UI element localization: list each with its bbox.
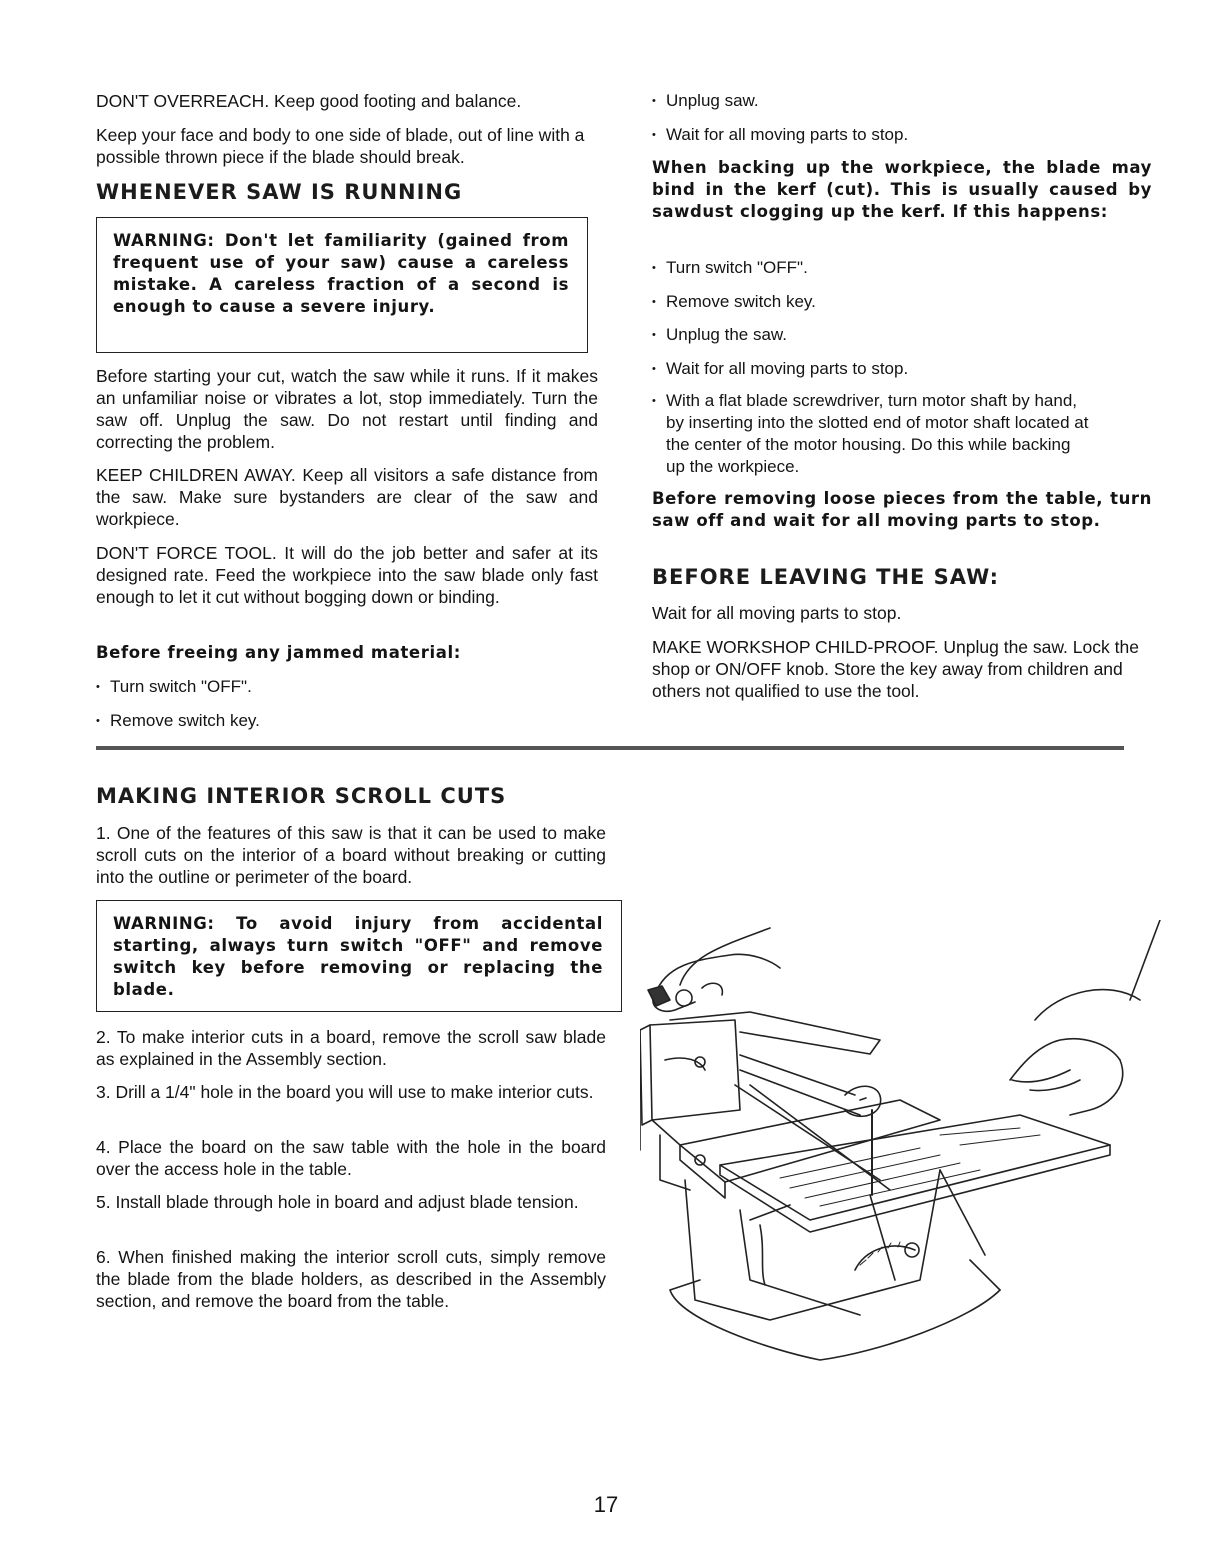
bold-backing-workpiece: When backing up the workpiece, the blade may bind in the kerf (cut). This is usually caused by sawdust clogging up the kerf. If this happens: [652,158,1152,221]
list-item: • Turn switch "OFF". [96,677,252,696]
list-item: • Remove switch key. [652,292,816,311]
heading-before-leaving-saw: BEFORE LEAVING THE SAW: [652,565,1000,589]
p-overreach: DON'T OVERREACH. Keep good footing and balance. [96,91,522,111]
warning-box-accidental-starting [96,900,622,1012]
list-item: • Wait for all moving parts to stop. [652,125,909,144]
bullet-icon: • [96,681,100,693]
scroll-saw-illustration [640,920,1170,1380]
bold-loose-pieces: Before removing loose pieces from the table, turn saw off and wait for all moving parts to stop. [652,489,1152,530]
heading-whenever-saw-running: WHENEVER SAW IS RUNNING [96,180,463,204]
bullet-icon: • [652,129,656,141]
list-item: • Wait for all moving parts to stop. [652,359,909,378]
step-3: 3. Drill a 1/4" hole in the board you will use to make interior cuts. [96,1082,594,1102]
list-item: • Remove switch key. [96,711,260,730]
step-4: 4. Place the board on the saw table with the hole in the board over the access hole in the table. [96,1137,606,1179]
bullet-icon: • [652,262,656,274]
list-item: • With a flat blade screwdriver, turn motor shaft by hand, by inserting into the slotted end of motor shaft located at the center of the motor housing. Do this while backing up the workpiece. [652,391,1089,476]
page-number: 17 [593,1492,619,1517]
p-workshop-child-proof: MAKE WORKSHOP CHILD-PROOF. Unplug the saw. Lock the shop or ON/OFF knob. Store the key away from children and others not qualified to use the tool. [652,637,1139,701]
bullet-icon: • [652,95,656,107]
step-6: 6. When finished making the interior scroll cuts, simply remove the blade from the blade holders, as described in the Assembly section, and remove the board from the table. [96,1247,606,1311]
bullet-icon: • [652,363,656,375]
section-divider [96,746,1124,750]
bullet-icon: • [652,296,656,308]
bullet-icon: • [652,395,656,407]
p-keep-children-away: KEEP CHILDREN AWAY. Keep all visitors a safe distance from the saw. Make sure bystanders are clear of the saw and workpiece. [96,465,598,529]
bullet-icon: • [96,715,100,727]
list-item: • Unplug saw. [652,91,759,110]
step-5: 5. Install blade through hole in board and adjust blade tension. [96,1192,579,1212]
bullet-icon: • [652,329,656,341]
warning-text-familiarity: WARNING: Don't let familiarity (gained from frequent use of your saw) cause a careless mistake. A careless fraction of a second is enough to cause a severe injury. [113,231,569,316]
warning-text-accidental-starting: WARNING: To avoid injury from accidental starting, always turn switch "OFF" and remove switch key before removing or replacing the blade. [113,914,603,999]
p-dont-force-tool: DON'T FORCE TOOL. It will do the job better and safer at its designed rate. Feed the workpiece into the saw blade only fast enough to let it cut without bogging down or binding. [96,543,598,607]
list-item: • Turn switch "OFF". [652,258,808,277]
p-before-cut: Before starting your cut, watch the saw while it runs. If it makes an unfamiliar noise or vibrates a lot, stop immediately. Turn the saw off. Unplug the saw. Do not restart until finding and correcting the problem. [96,366,598,452]
p-wait-moving-parts: Wait for all moving parts to stop. [652,603,902,623]
heading-interior-scroll-cuts: MAKING INTERIOR SCROLL CUTS [96,784,507,808]
step-1: 1. One of the features of this saw is that it can be used to make scroll cuts on the interior of a board without breaking or cutting into the outline or perimeter of the board. [96,823,606,887]
warning-box-familiarity [96,217,588,353]
bold-jammed-material: Before freeing any jammed material: [96,643,461,662]
p-face: Keep your face and body to one side of blade, out of line with a possible thrown piece if the blade should break. [96,125,585,167]
list-item: • Unplug the saw. [652,325,787,344]
step-2: 2. To make interior cuts in a board, remove the scroll saw blade as explained in the Assembly section. [96,1027,606,1069]
